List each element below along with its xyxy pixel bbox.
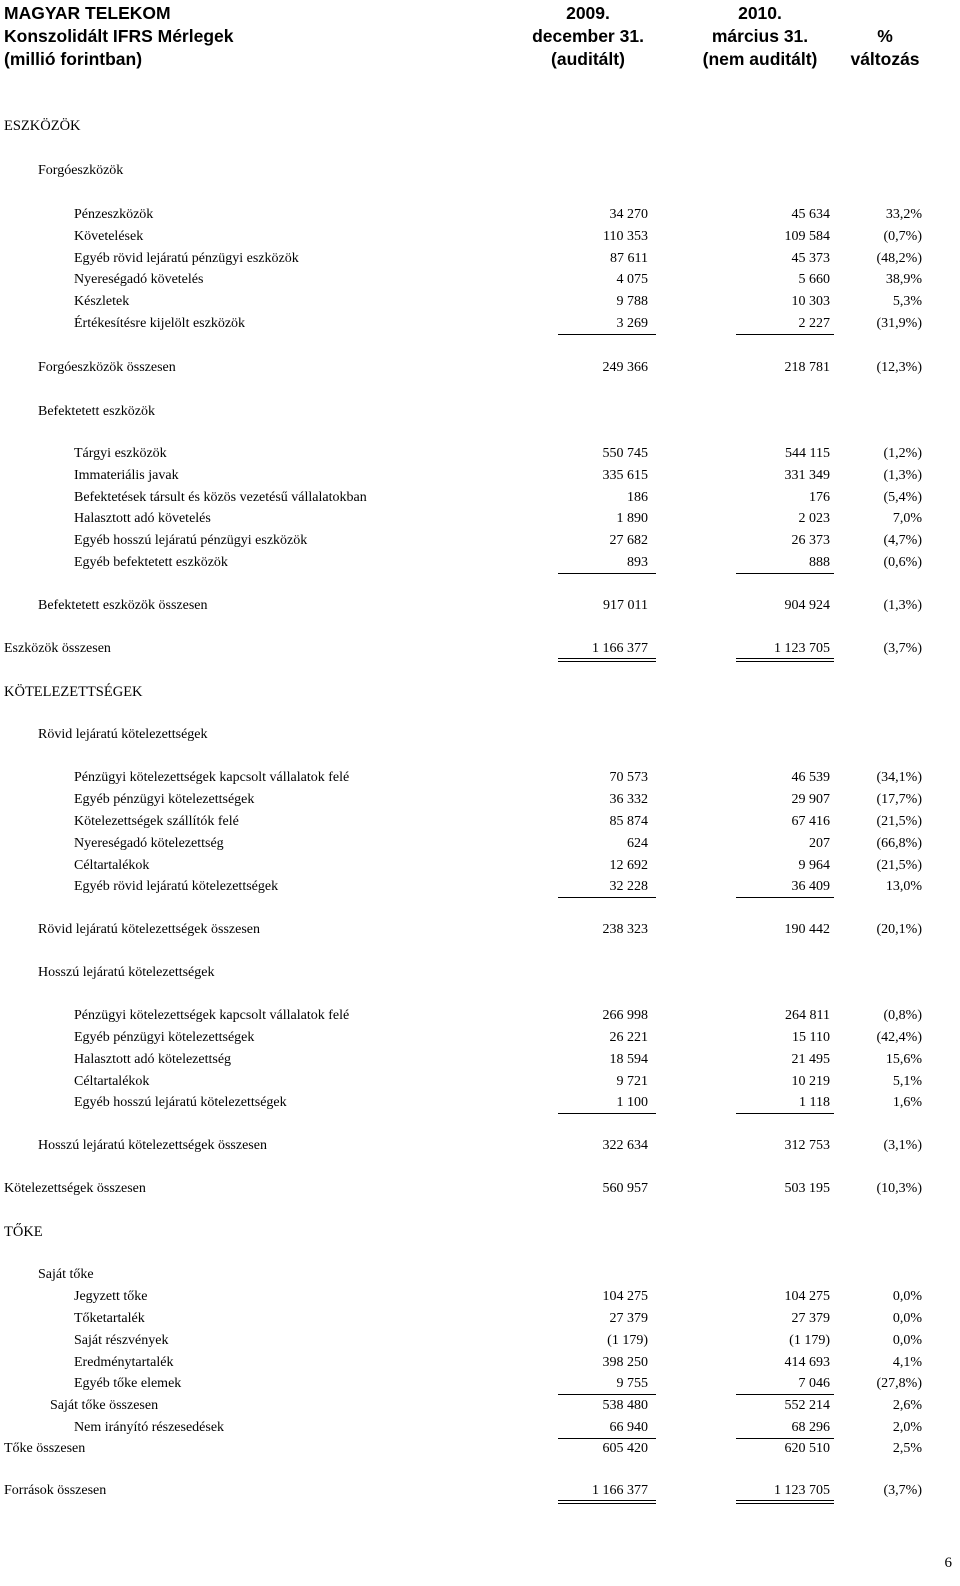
row-label: Pénzeszközök: [74, 207, 154, 222]
row-label: Saját részvények: [74, 1333, 169, 1348]
table-row: [0, 444, 960, 464]
table-row: [0, 1072, 960, 1092]
row-label: Halasztott adó kötelezettség: [74, 1052, 232, 1067]
value-2010: (1 179): [789, 1333, 830, 1348]
table-row: [0, 877, 960, 897]
page-number: 6: [944, 1555, 952, 1571]
value-2010: 544 115: [785, 446, 830, 461]
row-label: Halasztott adó követelés: [74, 511, 211, 526]
table-row: [0, 292, 960, 312]
table-row: [0, 834, 960, 854]
subtotal-rule: [558, 897, 656, 898]
row-label: Források összesen: [4, 1483, 107, 1498]
pct-change: 1,6%: [892, 1095, 922, 1110]
row-label: Hosszú lejáratú kötelezettségek: [38, 965, 215, 980]
row-label: Eredménytartalék: [74, 1355, 174, 1370]
row-label: Befektetett eszközök összesen: [38, 598, 208, 613]
row-label: Tőke összesen: [4, 1441, 86, 1456]
value-2009: 34 270: [609, 207, 648, 222]
value-2010: 104 275: [784, 1289, 830, 1304]
value-2009: 249 366: [602, 360, 648, 375]
section-row: [0, 116, 960, 136]
row-label: Egyéb befektetett eszközök: [74, 555, 228, 570]
row-label: Kötelezettségek szállítók felé: [74, 814, 239, 829]
pct-change: 0,0%: [892, 1333, 922, 1348]
subtotal-rule: [558, 334, 656, 335]
subsection-row: [0, 402, 960, 422]
pct-change: (3,7%): [883, 641, 922, 656]
row-label: Tárgyi eszközök: [74, 446, 167, 461]
value-2009: 624: [627, 836, 648, 851]
value-2009: 550 745: [602, 446, 648, 461]
pct-change: (4,7%): [883, 533, 922, 548]
col1-line3: (auditált): [551, 49, 625, 69]
value-2010: 10 303: [791, 294, 830, 309]
row-label: Egyéb pénzügyi kötelezettségek: [74, 792, 255, 807]
value-2010: 888: [809, 555, 830, 570]
value-2010: 45 634: [791, 207, 830, 222]
table-row: [0, 531, 960, 551]
table-row: [0, 1331, 960, 1351]
table-row: [0, 249, 960, 269]
value-2010: 109 584: [784, 229, 830, 244]
grand-row: [0, 1481, 960, 1501]
value-2010: 26 373: [791, 533, 830, 548]
value-2010: 190 442: [784, 922, 830, 937]
table-row: [0, 509, 960, 529]
value-2010: 29 907: [791, 792, 830, 807]
pct-change: 2,6%: [892, 1398, 922, 1413]
value-2010: 68 296: [791, 1420, 830, 1435]
table-row: [0, 1439, 960, 1459]
row-label: ESZKÖZÖK: [4, 118, 81, 134]
value-2009: 3 269: [616, 316, 648, 331]
value-2010: 2 227: [798, 316, 830, 331]
value-2009: 538 480: [602, 1398, 648, 1413]
total-row: [0, 596, 960, 616]
row-label: TŐKE: [4, 1224, 43, 1240]
row-label: Értékesítésre kijelölt eszközök: [74, 316, 246, 331]
value-2009: 186: [627, 490, 648, 505]
pct-change: (3,1%): [883, 1138, 922, 1153]
col2-line3: (nem auditált): [702, 49, 818, 69]
subtotal-rule: [736, 334, 834, 335]
section-row: [0, 1222, 960, 1242]
row-label: Egyéb pénzügyi kötelezettségek: [74, 1030, 255, 1045]
row-label: Saját tőke: [38, 1267, 94, 1282]
value-2010: 552 214: [784, 1398, 830, 1413]
value-2010: 176: [809, 490, 830, 505]
total-double-rule: [558, 658, 656, 662]
value-2010: 904 924: [784, 598, 830, 613]
pct-change: (3,7%): [883, 1483, 922, 1498]
value-2009: 398 250: [602, 1355, 648, 1370]
value-2010: 21 495: [791, 1052, 830, 1067]
value-2010: 36 409: [791, 879, 830, 894]
row-label: Saját tőke összesen: [50, 1398, 159, 1413]
value-2009: 27 379: [609, 1311, 648, 1326]
pct-change: 38,9%: [885, 272, 922, 287]
col-header-2009: [508, 0, 668, 71]
subsection-row: [0, 725, 960, 745]
row-label: Rövid lejáratú kötelezettségek: [38, 727, 208, 742]
value-2010: 27 379: [791, 1311, 830, 1326]
pct-change: 15,6%: [885, 1052, 922, 1067]
value-2010: 207: [809, 836, 830, 851]
row-label: Követelések: [74, 229, 144, 244]
table-row: [0, 488, 960, 508]
table-row: [0, 1309, 960, 1329]
pct-change: (12,3%): [876, 360, 922, 375]
row-label: Forgóeszközök: [38, 163, 124, 178]
grand-row: [0, 639, 960, 659]
pct-change: (48,2%): [876, 251, 922, 266]
table-row: [0, 1006, 960, 1026]
value-2009: 70 573: [609, 770, 648, 785]
pct-change: 2,5%: [892, 1441, 922, 1456]
value-2009: 9 721: [616, 1074, 648, 1089]
value-2010: 45 373: [791, 251, 830, 266]
table-row: [0, 1374, 960, 1394]
row-label: Pénzügyi kötelezettségek kapcsolt vállalatok felé: [74, 1008, 350, 1023]
value-2010: 7 046: [798, 1376, 830, 1391]
pct-change: (0,6%): [883, 555, 922, 570]
value-2009: 322 634: [602, 1138, 648, 1153]
value-2010: 312 753: [784, 1138, 830, 1153]
pct-change: (21,5%): [876, 858, 922, 873]
table-row: [0, 1287, 960, 1307]
value-2009: 917 011: [603, 598, 648, 613]
subsection-row: [0, 1265, 960, 1285]
value-2009: 12 692: [609, 858, 648, 873]
table-row: [0, 1028, 960, 1048]
pct-change: (34,1%): [876, 770, 922, 785]
value-2009: 36 332: [609, 792, 648, 807]
value-2010: 67 416: [791, 814, 830, 829]
row-label: Nyereségadó kötelezettség: [74, 836, 224, 851]
table-row: [0, 790, 960, 810]
value-2010: 1 123 705: [774, 641, 830, 656]
pct-change: (5,4%): [883, 490, 922, 505]
value-2009: 26 221: [609, 1030, 648, 1045]
table-row: [0, 1093, 960, 1113]
value-2009: 110 353: [603, 229, 648, 244]
pct-change: 5,3%: [892, 294, 922, 309]
table-row: [0, 553, 960, 573]
table-row: [0, 314, 960, 334]
value-2009: 85 874: [609, 814, 648, 829]
pct-change: 13,0%: [885, 879, 922, 894]
table-row: [0, 205, 960, 225]
pct-change: 0,0%: [892, 1289, 922, 1304]
pct-change: (31,9%): [876, 316, 922, 331]
company-name: MAGYAR TELEKOM: [4, 3, 171, 23]
value-2009: 1 166 377: [592, 641, 648, 656]
row-label: Céltartalékok: [74, 1074, 150, 1089]
total-row: [0, 358, 960, 378]
row-label: KÖTELEZETTSÉGEK: [4, 684, 143, 700]
value-2009: 266 998: [602, 1008, 648, 1023]
table-row: [0, 1396, 960, 1416]
table-row: [0, 812, 960, 832]
value-2009: 1 100: [616, 1095, 648, 1110]
subtotal-rule: [736, 1394, 834, 1395]
table-row: [0, 466, 960, 486]
row-label: Hosszú lejáratú kötelezettségek összesen: [38, 1138, 267, 1153]
row-label: Rövid lejáratú kötelezettségek összesen: [38, 922, 260, 937]
col1-line1: 2009.: [566, 3, 610, 23]
value-2009: 32 228: [609, 879, 648, 894]
row-label: Befektetett eszközök: [38, 404, 156, 419]
row-label: Egyéb rövid lejáratú kötelezettségek: [74, 879, 279, 894]
col2-line2: március 31.: [711, 26, 809, 46]
row-label: Forgóeszközök összesen: [38, 360, 176, 375]
pct-change: 2,0%: [892, 1420, 922, 1435]
pct-change: (42,4%): [876, 1030, 922, 1045]
pct-change: 0,0%: [892, 1311, 922, 1326]
pct-change: (17,7%): [876, 792, 922, 807]
value-2009: 335 615: [602, 468, 648, 483]
table-row: [0, 1050, 960, 1070]
total-double-rule: [558, 1500, 656, 1504]
pct-change: (10,3%): [876, 1181, 922, 1196]
row-label: Nyereségadó követelés: [74, 272, 204, 287]
subtotal-rule: [558, 1113, 656, 1114]
value-2010: 620 510: [784, 1441, 830, 1456]
pct-change: 4,1%: [892, 1355, 922, 1370]
subtotal-rule: [558, 1394, 656, 1395]
pct-change: 7,0%: [892, 511, 922, 526]
total-row: [0, 920, 960, 940]
table-row: [0, 856, 960, 876]
value-2010: 2 023: [798, 511, 830, 526]
subtotal-rule: [736, 573, 834, 574]
value-2010: 331 349: [784, 468, 830, 483]
col-header-pct: [830, 0, 940, 71]
subtotal-rule: [736, 1113, 834, 1114]
row-label: Egyéb hosszú lejáratú pénzügyi eszközök: [74, 533, 308, 548]
value-2010: 9 964: [798, 858, 830, 873]
row-label: Tőketartalék: [74, 1311, 145, 1326]
value-2009: 9 755: [616, 1376, 648, 1391]
total-double-rule: [736, 1500, 834, 1504]
row-label: Nem irányító részesedések: [74, 1420, 225, 1435]
pct-change: (1,3%): [883, 468, 922, 483]
pct-change: (0,7%): [883, 229, 922, 244]
row-label: Immateriális javak: [74, 468, 179, 483]
report-header: [0, 0, 960, 72]
row-label: Egyéb rövid lejáratú pénzügyi eszközök: [74, 251, 299, 266]
pct-change: (1,3%): [883, 598, 922, 613]
pct-change: (0,8%): [883, 1008, 922, 1023]
section-row: [0, 682, 960, 702]
value-2010: 264 811: [785, 1008, 830, 1023]
grand-row: [0, 1179, 960, 1199]
value-2010: 218 781: [784, 360, 830, 375]
col3-line1: %: [877, 26, 893, 46]
col3-line2: változás: [850, 49, 920, 69]
table-row: [0, 1353, 960, 1373]
value-2009: 104 275: [602, 1289, 648, 1304]
pct-change: (27,8%): [876, 1376, 922, 1391]
value-2010: 15 110: [792, 1030, 830, 1045]
row-label: Céltartalékok: [74, 858, 150, 873]
value-2009: 27 682: [609, 533, 648, 548]
table-row: [0, 768, 960, 788]
total-double-rule: [736, 658, 834, 662]
value-2009: 1 166 377: [592, 1483, 648, 1498]
pct-change: (1,2%): [883, 446, 922, 461]
report-title: Konszolidált IFRS Mérlegek: [4, 26, 234, 46]
value-2009: 9 788: [616, 294, 648, 309]
value-2009: (1 179): [607, 1333, 648, 1348]
table-row: [0, 270, 960, 290]
col1-line2: december 31.: [532, 26, 644, 46]
value-2010: 46 539: [791, 770, 830, 785]
pct-change: 33,2%: [885, 207, 922, 222]
value-2010: 414 693: [784, 1355, 830, 1370]
row-label: Készletek: [74, 294, 130, 309]
row-label: Eszközök összesen: [4, 641, 111, 656]
value-2009: 560 957: [602, 1181, 648, 1196]
pct-change: 5,1%: [892, 1074, 922, 1089]
subtotal-rule: [736, 897, 834, 898]
value-2009: 87 611: [610, 251, 648, 266]
value-2010: 5 660: [798, 272, 830, 287]
value-2009: 18 594: [609, 1052, 648, 1067]
value-2009: 238 323: [602, 922, 648, 937]
pct-change: (20,1%): [876, 922, 922, 937]
pct-change: (21,5%): [876, 814, 922, 829]
row-label: Egyéb tőke elemek: [74, 1376, 182, 1391]
row-label: Jegyzett tőke: [74, 1289, 148, 1304]
subsection-row: [0, 963, 960, 983]
value-2009: 1 890: [616, 511, 648, 526]
subtotal-rule: [558, 573, 656, 574]
value-2009: 66 940: [609, 1420, 648, 1435]
col-header-2010: [680, 0, 840, 71]
unit-label: (millió forintban): [4, 49, 143, 69]
value-2010: 10 219: [791, 1074, 830, 1089]
value-2009: 4 075: [616, 272, 648, 287]
pct-change: (66,8%): [876, 836, 922, 851]
table-row: [0, 1418, 960, 1438]
value-2009: 605 420: [602, 1441, 648, 1456]
col2-line1: 2010.: [738, 3, 782, 23]
header-title-block: [4, 2, 233, 71]
value-2010: 1 118: [799, 1095, 830, 1110]
row-label: Pénzügyi kötelezettségek kapcsolt vállalatok felé: [74, 770, 350, 785]
subsection-row: [0, 161, 960, 181]
value-2010: 503 195: [784, 1181, 830, 1196]
row-label: Befektetések társult és közös vezetésű vállalatokban: [74, 490, 367, 505]
value-2010: 1 123 705: [774, 1483, 830, 1498]
value-2009: 893: [627, 555, 648, 570]
table-row: [0, 227, 960, 247]
row-label: Kötelezettségek összesen: [4, 1181, 146, 1196]
total-row: [0, 1136, 960, 1156]
row-label: Egyéb hosszú lejáratú kötelezettségek: [74, 1095, 287, 1110]
